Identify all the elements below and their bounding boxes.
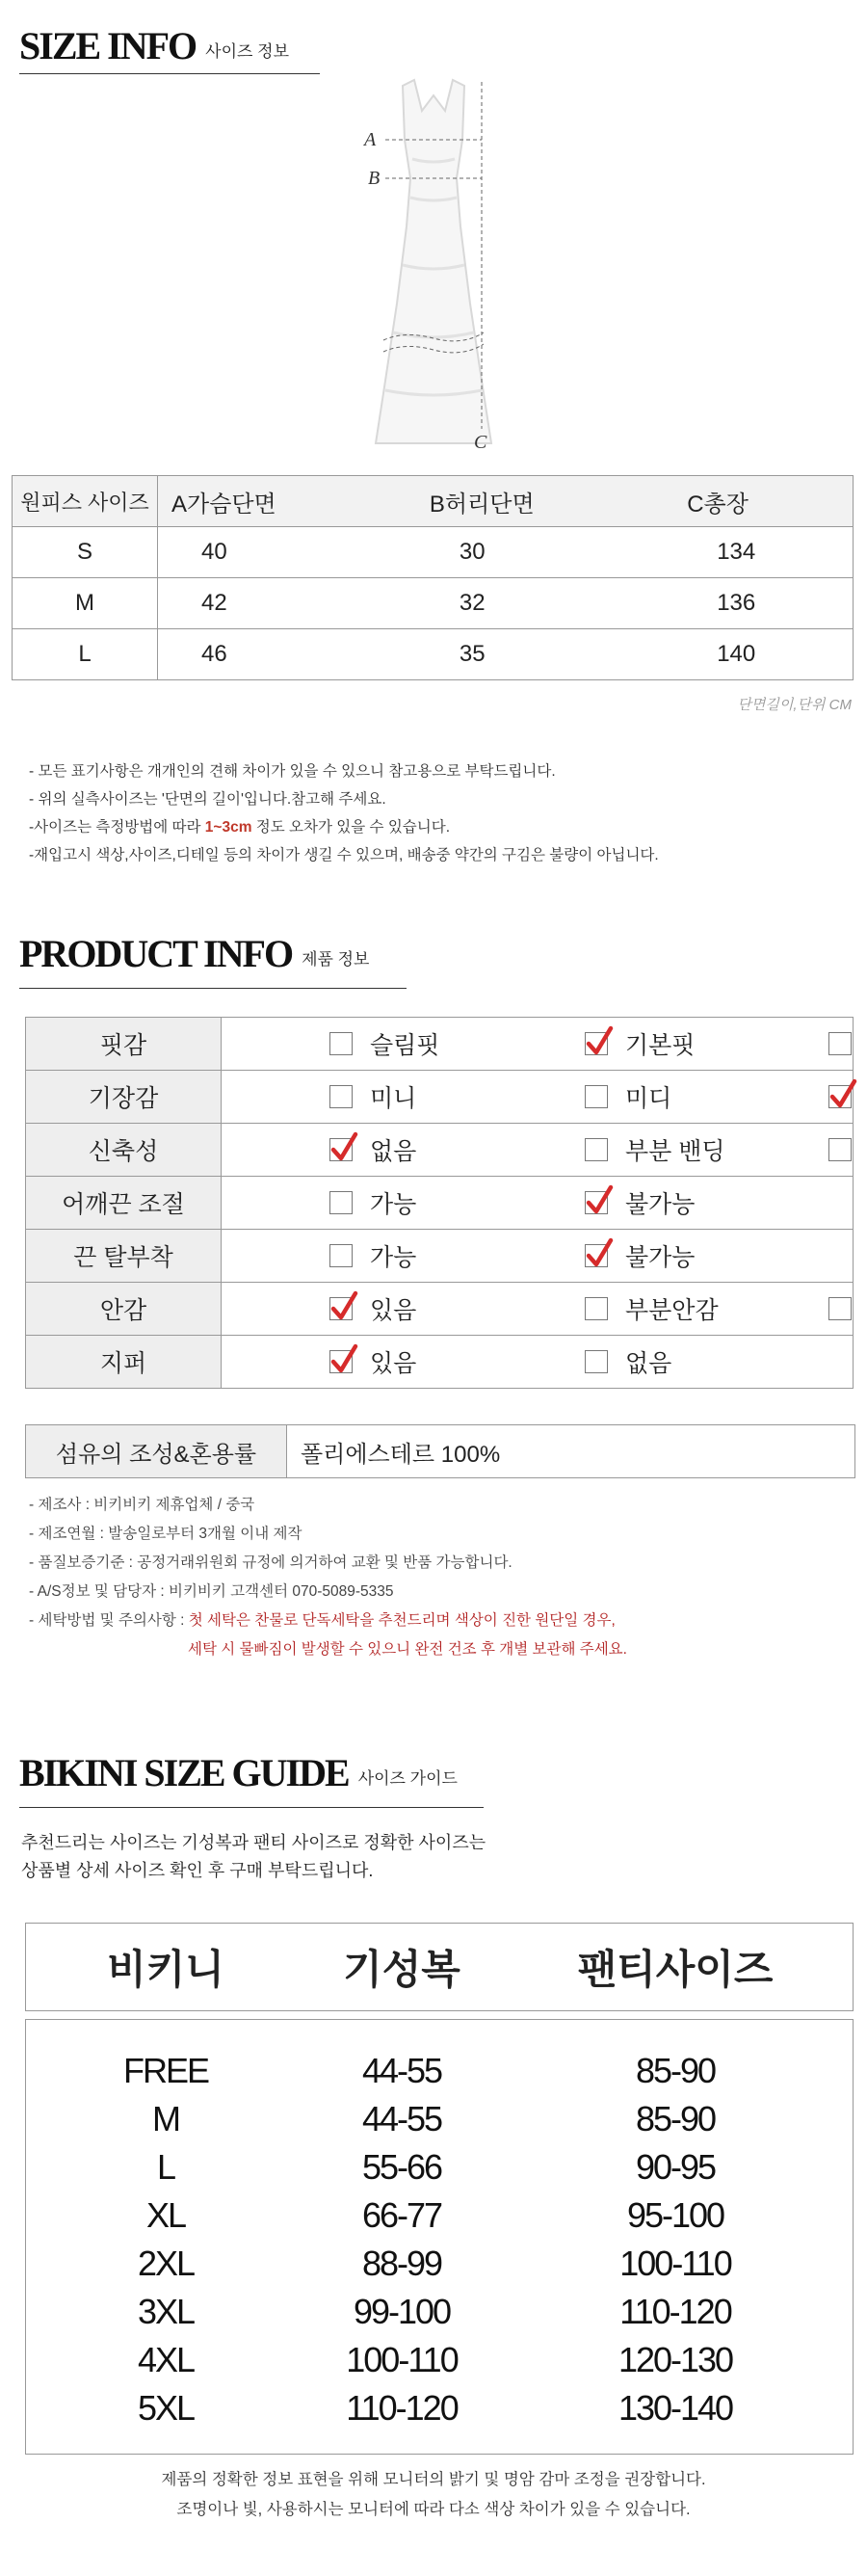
option-group — [222, 1231, 853, 1281]
option-item — [329, 1125, 416, 1175]
product-info-rule — [19, 988, 407, 989]
bikini-guide-rule — [19, 1807, 484, 1808]
note-text: 정도 오차가 있을 수 있습니다. — [251, 819, 451, 836]
disclaimer-line: 제품의 정확한 정보 표현을 위해 모니터의 밝기 및 명암 감마 조정을 권장합니다. — [161, 2471, 706, 2488]
option-label: 없음 — [625, 1350, 672, 1377]
table-row — [26, 2384, 853, 2432]
option-item — [828, 1284, 867, 1334]
bikini-cell: 100-110 — [346, 2340, 458, 2379]
checkbox-icon — [329, 1085, 353, 1108]
size-cell: 30 — [416, 527, 673, 578]
checkbox-icon — [329, 1244, 353, 1267]
checkbox-icon — [828, 1138, 852, 1161]
size-cell: 140 — [673, 629, 853, 680]
measure-label-c: C — [474, 432, 487, 453]
table-row — [26, 1071, 854, 1124]
checked-checkbox-icon — [828, 1085, 852, 1108]
bikini-guide-heading — [19, 1751, 458, 1794]
bikini-header: 비키니 — [107, 1947, 224, 1992]
meta-line — [29, 1607, 627, 1635]
option-item — [329, 1231, 416, 1281]
bikini-header: 기성복 — [343, 1947, 460, 1992]
product-attr-options — [222, 1336, 854, 1389]
product-attr-label: 끈 탈부착 — [26, 1230, 222, 1283]
table-row — [26, 2047, 853, 2095]
meta-warning: 세탁 시 물빠짐이 발생할 수 있으니 완전 건조 후 개별 보관해 주세요. — [188, 1641, 627, 1658]
checked-checkbox-icon — [585, 1191, 608, 1214]
option-item — [585, 1072, 671, 1122]
checked-checkbox-icon — [329, 1350, 353, 1373]
intro-line: 추천드리는 사이즈는 기성복과 팬티 사이즈로 정확한 사이즈는 — [21, 1833, 486, 1852]
note-line — [29, 813, 659, 841]
monitor-disclaimer — [0, 2465, 867, 2525]
option-item — [585, 1337, 671, 1387]
option-item — [329, 1337, 416, 1387]
checkbox-icon — [585, 1297, 608, 1320]
bikini-cell: XL — [145, 2195, 186, 2235]
product-info-subtitle: 제품 정보 — [302, 950, 370, 969]
bikini-cell: 95-100 — [626, 2195, 724, 2235]
option-item — [585, 1284, 719, 1334]
bikini-cell: 44-55 — [361, 2051, 442, 2090]
bikini-cell: FREE — [122, 2051, 208, 2090]
size-cell: S — [13, 527, 158, 578]
bikini-guide-title: BIKINI SIZE GUIDE — [19, 1751, 349, 1794]
option-label: 가능 — [370, 1191, 417, 1218]
size-cell: 136 — [673, 578, 853, 629]
size-notes — [29, 757, 659, 869]
bikini-cell: 100-110 — [619, 2244, 731, 2283]
option-label: 있음 — [370, 1350, 417, 1377]
product-attr-options — [222, 1071, 854, 1124]
bikini-cell: 66-77 — [361, 2195, 442, 2235]
product-attr-label: 어깨끈 조절 — [26, 1177, 222, 1230]
option-label: 없음 — [370, 1138, 417, 1165]
checkbox-icon — [585, 1350, 608, 1373]
meta-text: - 세탁방법 및 주의사항 : — [29, 1612, 189, 1629]
checkbox-icon — [828, 1032, 852, 1055]
option-label: 미디 — [625, 1085, 672, 1112]
option-label: 불가능 — [625, 1191, 696, 1218]
disclaimer-line: 조명이나 빛, 사용하시는 모니터에 따라 다소 색상 차이가 있을 수 있습니다. — [176, 2501, 691, 2518]
size-table-header: A가슴단면 — [158, 476, 416, 527]
product-attr-options — [222, 1230, 854, 1283]
checkbox-icon — [828, 1297, 852, 1320]
checkbox-icon — [585, 1138, 608, 1161]
table-row — [26, 2240, 853, 2288]
size-table-header: C총장 — [673, 476, 853, 527]
note-line: - 모든 표기사항은 개개인의 견해 차이가 있을 수 있으니 참고용으로 부탁드립니다. — [29, 763, 556, 780]
size-cell: 46 — [158, 629, 416, 680]
option-label: 부분안감 — [625, 1297, 719, 1324]
bikini-cell: 44-55 — [361, 2099, 442, 2138]
bikini-cell: 99-100 — [353, 2292, 451, 2331]
meta-warning: 첫 세탁은 찬물로 단독세탁을 추천드리며 색상이 진한 원단일 경우, — [188, 1612, 616, 1629]
bikini-cell: 130-140 — [617, 2388, 733, 2428]
bikini-cell: 2XL — [137, 2244, 195, 2283]
table-row — [13, 578, 854, 629]
option-label: 기본핏 — [625, 1032, 696, 1059]
note-highlight: 1~3cm — [204, 819, 252, 836]
bikini-cell: 110-120 — [619, 2292, 731, 2331]
option-item — [585, 1178, 695, 1228]
checked-checkbox-icon — [329, 1138, 353, 1161]
option-item — [329, 1284, 416, 1334]
checkbox-icon — [585, 1085, 608, 1108]
fiber-value: 폴리에스테르 100% — [301, 1441, 501, 1468]
option-group — [222, 1337, 853, 1387]
note-text: -사이즈는 측정방법에 따라 — [29, 819, 205, 836]
unit-note: 단면길이,단위 CM — [737, 697, 852, 713]
checkbox-icon — [329, 1191, 353, 1214]
fiber-label: 섬유의 조성&혼용률 — [26, 1425, 287, 1477]
bikini-cell: 55-66 — [361, 2147, 442, 2187]
size-info-rule — [19, 73, 320, 74]
product-attr-options — [222, 1124, 854, 1177]
bikini-cell: 88-99 — [361, 2244, 442, 2283]
option-label: 불가능 — [625, 1244, 696, 1271]
product-meta — [29, 1491, 627, 1664]
table-row — [26, 1230, 854, 1283]
meta-line: - 품질보증기준 : 공정거래위원회 규정에 의거하여 교환 및 반품 가능합니다. — [29, 1554, 512, 1571]
size-table-header: B허리단면 — [416, 476, 673, 527]
intro-line: 상품별 상세 사이즈 확인 후 구매 부탁드립니다. — [21, 1861, 374, 1880]
product-attr-label: 안감 — [26, 1283, 222, 1336]
table-row — [26, 2288, 853, 2336]
product-info-table — [25, 1017, 854, 1389]
product-info-title: PRODUCT INFO — [19, 932, 293, 975]
option-group — [222, 1019, 853, 1069]
product-attr-label: 신축성 — [26, 1124, 222, 1177]
checked-checkbox-icon — [329, 1297, 353, 1320]
product-attr-options — [222, 1018, 854, 1071]
bikini-cell: M — [152, 2099, 179, 2138]
size-cell: 42 — [158, 578, 416, 629]
size-cell: 40 — [158, 527, 416, 578]
table-row — [26, 1283, 854, 1336]
option-item — [329, 1178, 416, 1228]
table-row — [13, 527, 854, 578]
bikini-cell: 85-90 — [635, 2099, 716, 2138]
dress-measurement-illustration — [347, 72, 520, 453]
option-label: 부분 밴딩 — [625, 1138, 725, 1165]
option-group — [222, 1178, 853, 1228]
size-table-header: 원피스 사이즈 — [13, 476, 158, 527]
bikini-intro — [21, 1829, 486, 1885]
option-item — [585, 1231, 695, 1281]
bikini-cell: 85-90 — [635, 2051, 716, 2090]
note-line: - 위의 실측사이즈는 '단면의 길이'입니다.참고해 주세요. — [29, 791, 386, 808]
option-item — [585, 1019, 695, 1069]
size-cell: 32 — [416, 578, 673, 629]
measure-label-b: B — [368, 168, 381, 189]
bikini-table-body — [25, 2019, 854, 2455]
checked-checkbox-icon — [585, 1032, 608, 1055]
table-row — [26, 1177, 854, 1230]
table-row — [26, 1124, 854, 1177]
checked-checkbox-icon — [585, 1244, 608, 1267]
option-item — [828, 1019, 867, 1069]
option-group — [222, 1125, 853, 1175]
product-attr-options — [222, 1177, 854, 1230]
bikini-cell: 120-130 — [617, 2340, 733, 2379]
size-cell: L — [13, 629, 158, 680]
product-attr-label: 지퍼 — [26, 1336, 222, 1389]
measure-label-a: A — [364, 129, 377, 150]
dress-size-table — [12, 475, 854, 680]
option-item — [585, 1125, 725, 1175]
option-label: 미니 — [370, 1085, 417, 1112]
bikini-cell: 90-95 — [635, 2147, 716, 2187]
size-cell: 134 — [673, 527, 853, 578]
product-attr-label: 기장감 — [26, 1071, 222, 1124]
size-info-heading — [19, 24, 290, 67]
bikini-cell: L — [156, 2147, 175, 2187]
size-cell: M — [13, 578, 158, 629]
option-item — [828, 1125, 867, 1175]
option-group — [222, 1284, 853, 1334]
bikini-cell: 3XL — [137, 2292, 195, 2331]
table-row — [13, 629, 854, 680]
meta-line: - 제조사 : 비키비키 제휴업체 / 중국 — [29, 1497, 255, 1513]
bikini-cell: 4XL — [137, 2340, 195, 2379]
size-info-subtitle: 사이즈 정보 — [205, 42, 290, 61]
option-group — [222, 1072, 853, 1122]
bikini-header: 팬티사이즈 — [577, 1947, 774, 1992]
table-row — [26, 1336, 854, 1389]
meta-line: - A/S정보 및 담당자 : 비키비키 고객센터 070-5089-5335 — [29, 1583, 394, 1600]
option-item — [329, 1019, 439, 1069]
option-item — [329, 1072, 416, 1122]
option-label: 가능 — [370, 1244, 417, 1271]
bikini-cell: 110-120 — [346, 2388, 458, 2428]
option-label: 슬림핏 — [370, 1032, 440, 1059]
table-row — [26, 2191, 853, 2240]
table-row — [26, 2143, 853, 2191]
product-attr-label: 핏감 — [26, 1018, 222, 1071]
table-row — [26, 2095, 853, 2143]
size-cell: 35 — [416, 629, 673, 680]
size-info-title: SIZE INFO — [19, 24, 197, 67]
checkbox-icon — [329, 1032, 353, 1055]
product-attr-options — [222, 1283, 854, 1336]
bikini-cell: 5XL — [137, 2388, 195, 2428]
option-label: 있음 — [370, 1297, 417, 1324]
note-line: -재입고시 색상,사이즈,디테일 등의 차이가 생길 수 있으며, 배송중 약간의 구김은 불량이 아닙니다. — [29, 847, 659, 863]
bikini-guide-subtitle: 사이즈 가이드 — [357, 1769, 458, 1788]
bikini-table-header — [25, 1923, 854, 2011]
table-row — [26, 1018, 854, 1071]
option-item — [828, 1072, 867, 1122]
fiber-composition — [25, 1424, 855, 1478]
table-row — [26, 2336, 853, 2384]
meta-line: - 제조연월 : 발송일로부터 3개월 이내 제작 — [29, 1526, 302, 1542]
product-info-heading — [19, 932, 370, 975]
size-table-header-row — [13, 476, 854, 527]
